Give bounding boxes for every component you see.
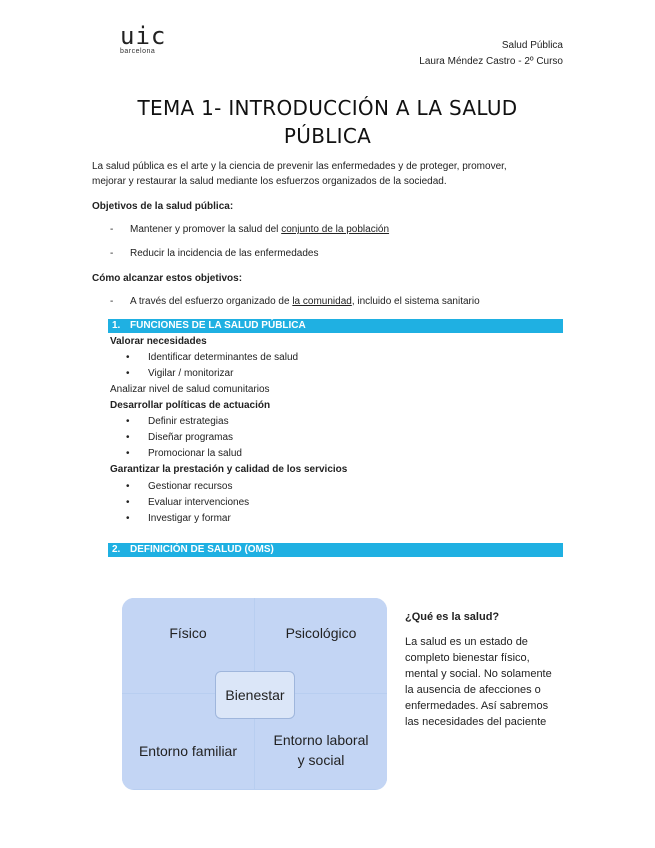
- side-paragraph: [405, 634, 565, 730]
- title-line-2: PÚBLICA: [283, 124, 372, 148]
- analizar-text: Analizar nivel de salud comunitarios: [110, 384, 270, 395]
- intro-line-2: mejorar y restaurar la salud mediante los esfuerzos organizados de la sociedad.: [92, 176, 447, 187]
- section-2-number: 2.: [112, 544, 121, 555]
- header-subject: Salud Pública: [501, 40, 563, 51]
- intro-line-1: La salud pública es el arte y la ciencia de prevenir las enfermedades y de proteger, promover,: [92, 161, 507, 172]
- list-item: [130, 368, 234, 379]
- garantizar-heading: Garantizar la prestación y calidad de los servicios: [110, 464, 348, 475]
- objectives-heading: Objetivos de la salud pública:: [92, 201, 234, 212]
- side-line: las necesidades del paciente: [405, 716, 547, 728]
- section-1-title: FUNCIONES DE LA SALUD PÚBLICA: [130, 320, 306, 331]
- quadrant-label-line: y social: [297, 752, 345, 768]
- header-author: Laura Méndez Castro - 2º Curso: [419, 56, 563, 67]
- quadrant-label-line: Entorno laboral: [273, 732, 369, 748]
- objective-item-1: [130, 224, 389, 235]
- list-item-text: Gestionar recursos: [148, 481, 233, 492]
- achieve-item-tail: , incluido el sistema sanitario: [351, 296, 480, 307]
- section-1-header: [108, 319, 563, 333]
- logo-mark: uic: [120, 22, 167, 50]
- list-item: [130, 497, 250, 508]
- dash-marker: -: [110, 296, 114, 307]
- achieve-item: [130, 296, 480, 307]
- objective-item-1-underlined: conjunto de la población: [281, 224, 390, 235]
- list-item-text: Promocionar la salud: [148, 448, 242, 459]
- uic-logo: [120, 22, 180, 55]
- quadrant-label: Entorno familiar: [138, 743, 238, 759]
- side-line: la ausencia de afecciones o: [405, 684, 541, 696]
- list-item: [130, 513, 231, 524]
- section-2-title: DEFINICIÓN DE SALUD (OMS): [130, 544, 274, 555]
- list-item-text: Definir estrategias: [148, 416, 229, 427]
- achieve-heading: Cómo alcanzar estos objetivos:: [92, 273, 243, 284]
- list-item-text: Investigar y formar: [148, 513, 231, 524]
- section-1-number: 1.: [112, 320, 121, 331]
- achieve-item-underlined: la comunidad: [292, 296, 352, 307]
- quadrant-label: Psicológico: [285, 625, 357, 641]
- objective-item-1-text: Mantener y promover la salud del: [130, 224, 282, 235]
- list-item-text: Vigilar / monitorizar: [148, 368, 234, 379]
- quadrant-label: Físico: [169, 625, 207, 641]
- list-item-text: Evaluar intervenciones: [148, 497, 250, 508]
- list-item: [130, 416, 229, 427]
- quadrant-label: [255, 730, 387, 770]
- dash-marker: -: [110, 248, 114, 259]
- valorar-heading: Valorar necesidades: [110, 336, 207, 347]
- list-item: [130, 432, 234, 443]
- side-line: mental y social. No solamente: [405, 668, 552, 680]
- title-line-1: TEMA 1- INTRODUCCIÓN A LA SALUD: [137, 96, 518, 120]
- side-heading: ¿Qué es la salud?: [405, 611, 500, 623]
- list-item-text: Diseñar programas: [148, 432, 234, 443]
- list-item: [130, 352, 299, 363]
- center-bienestar: Bienestar: [215, 671, 295, 719]
- dash-marker: -: [110, 224, 114, 235]
- desarrollar-heading: Desarrollar políticas de actuación: [110, 400, 271, 411]
- side-line: La salud es un estado de: [405, 636, 528, 648]
- page-title: [80, 94, 575, 150]
- list-item: [130, 448, 242, 459]
- side-line: enfermedades. Así sabremos: [405, 700, 549, 712]
- list-item-text: Identificar determinantes de salud: [148, 352, 299, 363]
- section-2-header: [108, 543, 563, 557]
- logo-subtitle: barcelona: [120, 48, 156, 55]
- side-line: completo bienestar físico,: [405, 652, 530, 664]
- achieve-item-text: A través del esfuerzo organizado de: [130, 296, 293, 307]
- list-item: [130, 481, 233, 492]
- objective-item-2: Reducir la incidencia de las enfermedades: [130, 248, 319, 259]
